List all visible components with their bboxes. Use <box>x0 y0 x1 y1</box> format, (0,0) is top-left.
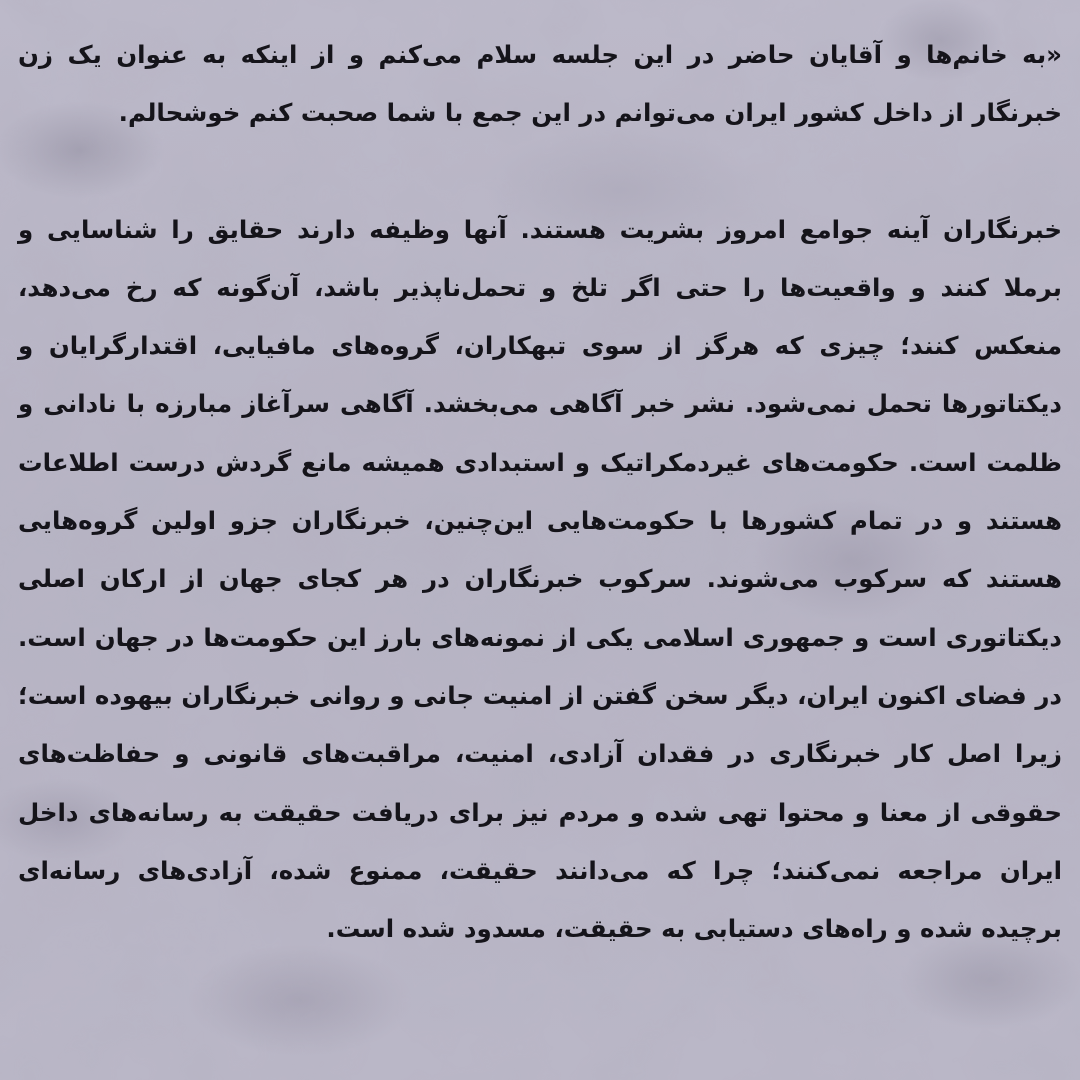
article-body <box>18 26 1062 958</box>
paragraph-spacer <box>18 143 1062 201</box>
paragraph-greeting: «به خانم‌ها و آقایان حاضر در این جلسه سلام می‌کنم و از اینکه به عنوان یک زن خبرنگار از داخل کشور ایران می‌توانم در این جمع با شما صحبت کنم خوشحالم. <box>18 40 1062 128</box>
paragraph-main: خبرنگاران آینه جوامع امروز بشریت هستند. آنها وظیفه دارند حقایق را شناسایی و برملا کنند و واقعیت‌ها را حتی اگر تلخ و تحمل‌ناپذیر باشد، آن‌گونه که رخ می‌دهد، منعکس کنند؛ چیزی که هرگز از سوی تبهکاران، گروه‌های مافیایی، اقتدارگرایان و دیکتاتورها تحمل نمی‌شود. نشر خبر آگاهی می‌بخشد. آگاهی سرآغاز مبارزه با نادانی و ظلمت است. حکومت‌های غیردمکراتیک و استبدادی همیشه مانع گردش درست اطلاعات هستند و در تمام کشورها با حکومت‌هایی این‌چنین، خبرنگاران جزو اولین گروه‌هایی هستند که سرکوب می‌شوند. سرکوب خبرنگاران در هر کجای جهان از ارکان اصلی دیکتاتوری است و جمهوری اسلامی یکی از نمونه‌های بارز این حکومت‌ها در جهان است. در فضای اکنون ایران، دیگر سخن گفتن از امنیت جانی و روانی خبرنگاران بیهوده است؛ زیرا اصل کار خبرنگاری در فقدان آزادی، امنیت، مراقبت‌های قانونی و حفاظت‌های حقوقی از معنا و محتوا تهی شده و مردم نیز برای دریافت حقیقت به رسانه‌های داخل ایران مراجعه نمی‌کنند؛ چرا که می‌دانند حقیقت، ممنوع شده، آزادی‌های رسانه‌ای برچیده شده و راه‌های دستیابی به حقیقت، مسدود شده است. <box>18 214 1062 944</box>
